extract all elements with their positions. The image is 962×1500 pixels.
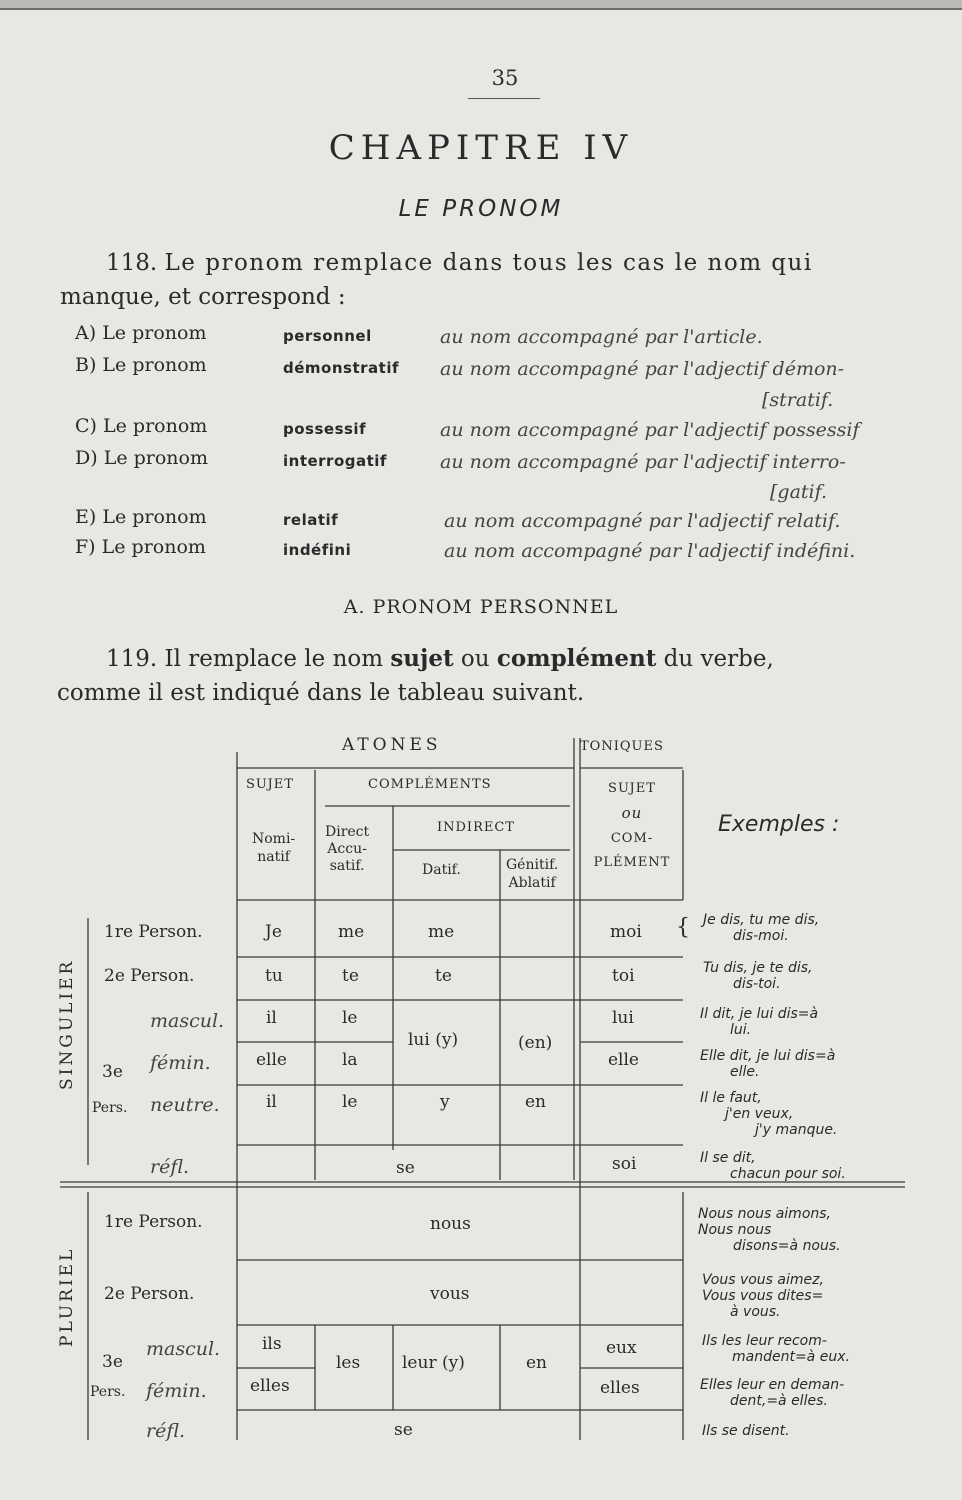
header-exemples: Exemples :	[718, 812, 840, 837]
pronoun-kind: indéfini	[283, 541, 352, 559]
cell-merged: vous	[430, 1284, 470, 1304]
cell-tonique: toi	[612, 966, 635, 986]
pronoun-desc: au nom accompagné par l'adjectif indéfini.	[444, 540, 856, 562]
row-label: 2e Person.	[104, 1284, 195, 1304]
row-label: 1re Person.	[104, 922, 203, 942]
header-genitif: Génitif. Ablatif	[506, 857, 559, 891]
header-nominatif: Nomi- natif	[252, 831, 296, 865]
example: Il le faut, j'en veux, j'y manque.	[700, 1090, 838, 1138]
cell-accusatif: le	[342, 1092, 358, 1112]
paragraph-number: 118.	[106, 250, 158, 276]
cell-datif: leur (y)	[402, 1353, 465, 1373]
header-sujet: SUJET	[246, 777, 294, 792]
label-singulier: SINGULIER	[57, 958, 77, 1090]
cell-datif: y	[440, 1092, 450, 1112]
cell-accusatif: te	[342, 966, 359, 986]
cell-datif-lui: lui (y)	[408, 1030, 459, 1050]
row-label: 1re Person.	[104, 1212, 203, 1232]
cell-tonique: lui	[612, 1008, 634, 1028]
example: Ils se disent.	[702, 1423, 790, 1439]
cell-nominatif: elle	[256, 1050, 287, 1070]
row-label-pers: Pers.	[90, 1384, 126, 1400]
row-label: neutre.	[150, 1094, 220, 1116]
example: Tu dis, je te dis, dis-toi.	[703, 960, 813, 992]
paragraph-119-line1: 119. Il remplace le nom sujet ou complément du verbe,	[106, 645, 774, 672]
header-direct: Direct Accu- satif.	[325, 824, 370, 874]
pronoun-kind: possessif	[283, 420, 367, 438]
pronoun-desc: au nom accompagné par l'adjectif interro-	[440, 451, 846, 473]
row-label: fémin.	[146, 1380, 207, 1402]
cell-genitif: en	[526, 1353, 548, 1373]
paragraph-118-line2: manque, et correspond :	[60, 284, 346, 310]
cell-nominatif: tu	[265, 966, 283, 986]
cell-datif: me	[428, 922, 455, 942]
pronoun-kind: démonstratif	[283, 359, 399, 377]
header-datif: Datif.	[422, 862, 461, 878]
pronoun-desc: au nom accompagné par l'adjectif démon-	[440, 358, 845, 380]
row-label: 2e Person.	[104, 966, 195, 986]
list-item: E) Le pronom	[75, 506, 207, 528]
label-pluriel: PLURIEL	[57, 1246, 77, 1347]
example: Je dis, tu me dis, dis-moi.	[703, 912, 820, 944]
cell-accusatif: la	[342, 1050, 358, 1070]
example: Elle dit, je lui dis=à elle.	[700, 1048, 836, 1080]
list-item: C) Le pronom	[75, 415, 208, 437]
row-label: mascul.	[146, 1338, 221, 1360]
header-complements: COMPLÉMENTS	[368, 777, 492, 792]
row-label: réfl.	[150, 1156, 190, 1178]
cell-nominatif: ils	[262, 1334, 282, 1354]
header-tonique: SUJET ou COM- PLÉMENT	[593, 781, 671, 870]
pronoun-desc: au nom accompagné par l'article.	[440, 326, 763, 348]
pronoun-desc-cont: [stratif.	[762, 389, 834, 411]
row-label: mascul.	[150, 1010, 225, 1032]
page-number: 35	[491, 66, 519, 90]
example: Nous nous aimons, Nous nous disons=à nous.	[698, 1206, 841, 1254]
list-item: D) Le pronom	[75, 447, 208, 469]
header-toniques: TONIQUES	[580, 739, 664, 754]
cell-reflexive: se	[396, 1158, 415, 1178]
pronoun-desc: au nom accompagné par l'adjectif relatif.	[444, 510, 841, 532]
header-atones: ATONES	[342, 735, 442, 755]
section-subtitle: LE PRONOM	[398, 196, 564, 222]
cell-reflexive: se	[394, 1420, 413, 1440]
cell-accusatif: les	[336, 1353, 361, 1373]
example: Elles leur en deman- dent,=à elles.	[700, 1377, 845, 1409]
example: Ils les leur recom- mandent=à eux.	[702, 1333, 850, 1365]
cell-nominatif: elles	[250, 1376, 290, 1396]
cell-datif: te	[435, 966, 452, 986]
brace: {	[676, 915, 690, 940]
chapter-title: CHAPITRE IV	[328, 128, 634, 168]
paragraph-119-line2: comme il est indiqué dans le tableau suivant.	[57, 680, 585, 706]
cell-nominatif: il	[266, 1092, 277, 1112]
section-heading: A. PRONOM PERSONNEL	[343, 596, 619, 618]
cell-accusatif: me	[338, 922, 365, 942]
example: Il se dit, chacun pour soi.	[700, 1150, 846, 1182]
cell-accusatif: le	[342, 1008, 358, 1028]
pronoun-kind: personnel	[283, 327, 372, 345]
row-label: réfl.	[146, 1420, 186, 1442]
row-label-3e: 3e	[102, 1062, 123, 1082]
cell-tonique: soi	[612, 1154, 637, 1174]
pronoun-desc-cont: [gatif.	[770, 481, 828, 503]
cell-tonique: elles	[600, 1378, 640, 1398]
cell-tonique: moi	[610, 922, 642, 942]
cell-merged: nous	[430, 1214, 471, 1234]
header-indirect: INDIRECT	[437, 820, 515, 835]
row-label: fémin.	[150, 1052, 211, 1074]
example: Il dit, je lui dis=à lui.	[700, 1006, 819, 1038]
list-item: B) Le pronom	[75, 354, 207, 376]
cell-nominatif: il	[266, 1008, 277, 1028]
cell-tonique: eux	[606, 1338, 637, 1358]
cell-genitif-en: (en)	[518, 1033, 553, 1053]
list-item: A) Le pronom	[75, 322, 207, 344]
pronoun-kind: relatif	[283, 511, 339, 529]
list-item: F) Le pronom	[75, 536, 206, 558]
paragraph-text: Le pronom remplace dans tous les cas le nom qui	[164, 250, 813, 276]
pronoun-kind: interrogatif	[283, 452, 387, 470]
cell-genitif: en	[525, 1092, 547, 1112]
cell-nominatif: Je	[265, 922, 282, 942]
row-label-3e: 3e	[102, 1352, 123, 1372]
cell-tonique: elle	[608, 1050, 639, 1070]
pronoun-desc: au nom accompagné par l'adjectif possessif	[440, 419, 860, 441]
example: Vous vous aimez, Vous vous dites= à vous.	[702, 1272, 824, 1320]
row-label-pers: Pers.	[92, 1100, 128, 1116]
